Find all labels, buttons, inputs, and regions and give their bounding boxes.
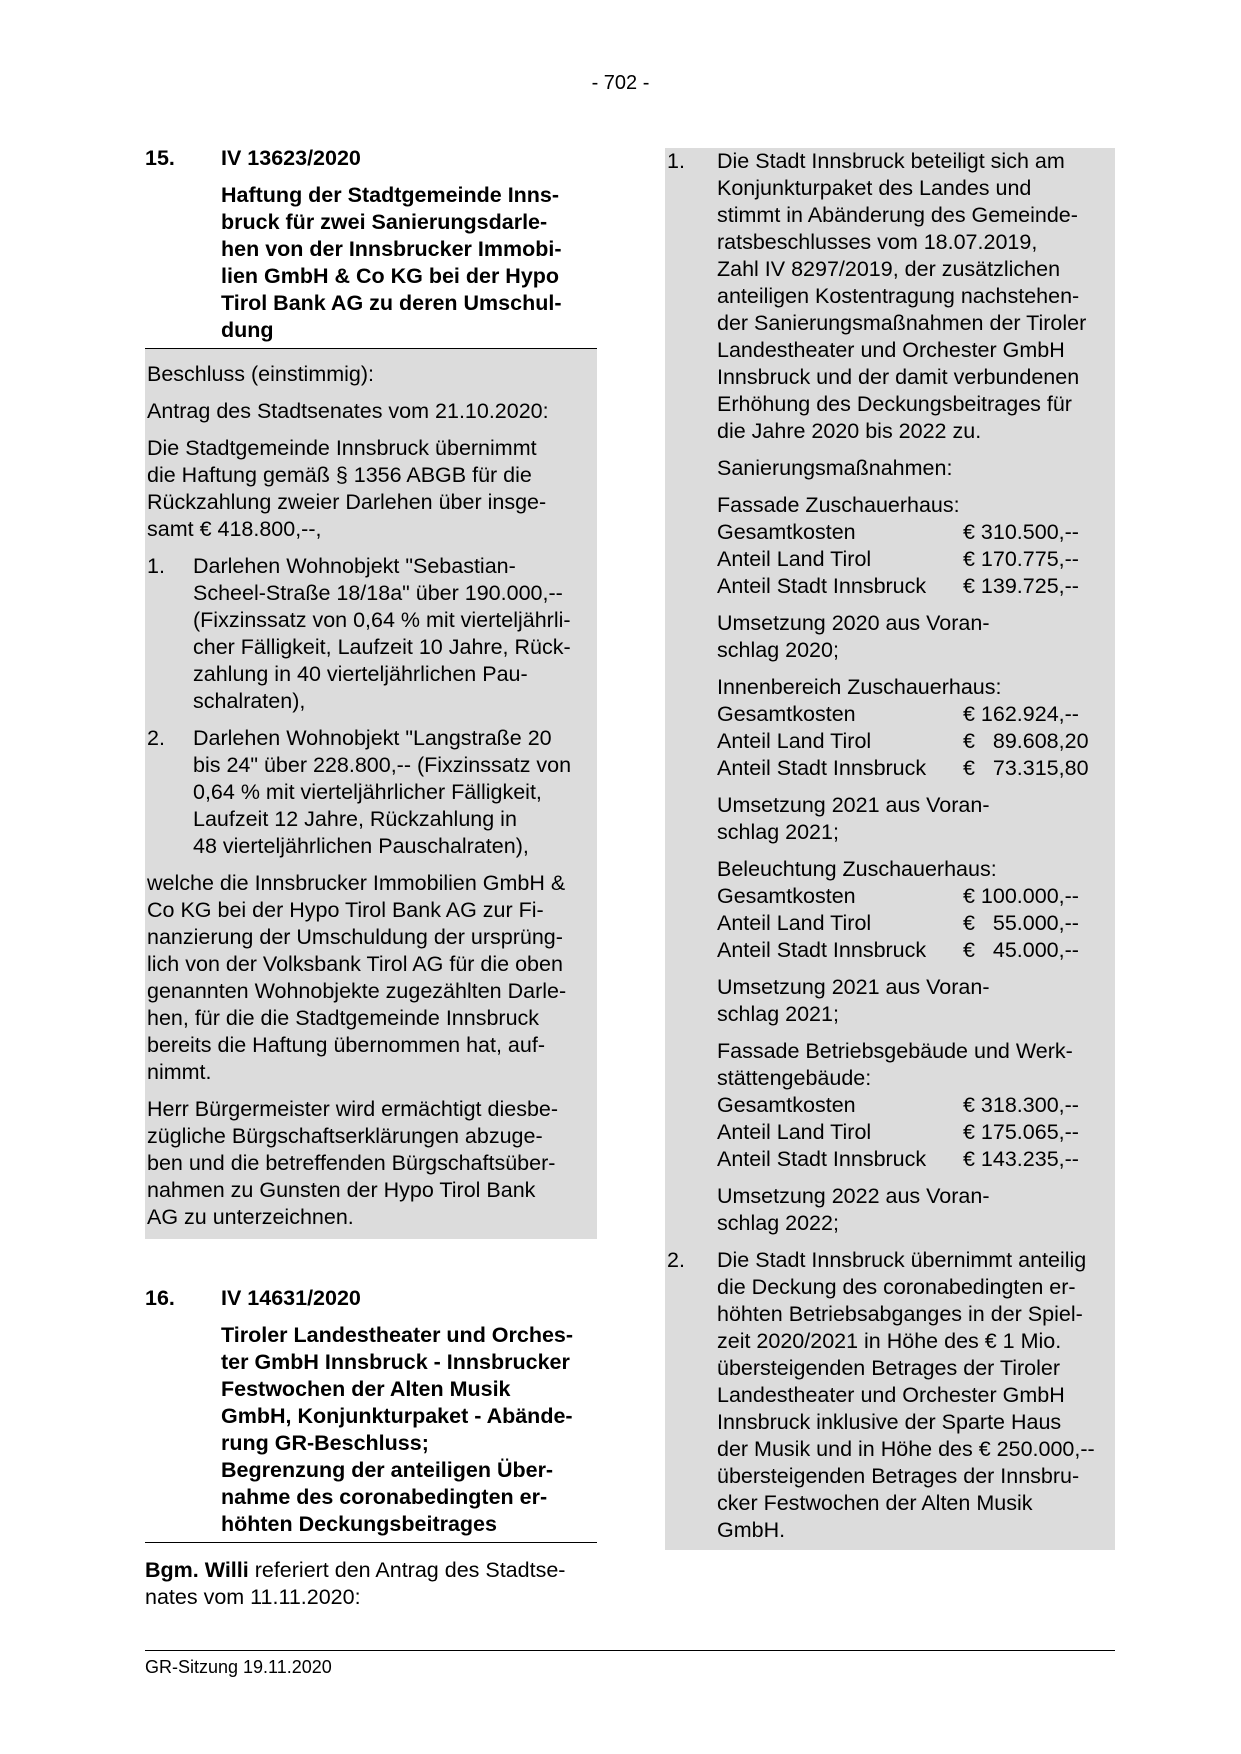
measures-block xyxy=(665,455,1115,1237)
implementation-line: Umsetzung 2022 aus Voran- xyxy=(717,1184,990,1208)
measure-title-line: Beleuchtung Zuschauerhaus: xyxy=(717,857,997,881)
cost-row xyxy=(717,883,1115,910)
implementation-note xyxy=(717,1183,1115,1237)
point-2-line: übersteigenden Betrages der Innsbru- xyxy=(717,1464,1080,1488)
implementation-line: schlag 2021; xyxy=(717,1002,839,1026)
measure-title-line: Fassade Zuschauerhaus: xyxy=(717,493,960,517)
cost-row xyxy=(717,519,1115,546)
intro-line: Rückzahlung zweier Darlehen über insge- xyxy=(147,490,547,514)
item-16-title-line: höhten Deckungsbeitrages xyxy=(221,1512,497,1536)
cost-value: € 139.725,-- xyxy=(963,574,1079,598)
cost-row xyxy=(717,546,1115,573)
point-1-line: der Sanierungsmaßnahmen der Tiroler xyxy=(717,311,1087,335)
item-16-title-line: Tiroler Landestheater und Orches- xyxy=(221,1323,574,1347)
loan-list-item xyxy=(147,553,595,715)
item-15-title xyxy=(145,182,597,349)
cost-row xyxy=(717,728,1115,755)
intro-line: samt € 418.800,--, xyxy=(147,517,322,541)
cost-row xyxy=(717,1146,1115,1173)
point-2-line: die Deckung des coronabedingten er- xyxy=(717,1275,1076,1299)
item-16-header xyxy=(145,1285,597,1312)
point-2 xyxy=(665,1247,1115,1544)
loan-line: bis 24" über 228.800,-- (Fixzinssatz von xyxy=(193,753,572,777)
item-16-title xyxy=(145,1322,597,1543)
point-1-line: Innsbruck und der damit verbundenen xyxy=(717,365,1080,389)
point-2-line: der Musik und in Höhe des € 250.000,-- xyxy=(717,1437,1095,1461)
measure-title-line: stättengebäude: xyxy=(717,1066,872,1090)
measure-group xyxy=(717,674,1115,846)
item-16-title-line: GmbH, Konjunkturpaket - Abände- xyxy=(221,1404,573,1428)
point-2-line: zeit 2020/2021 in Höhe des € 1 Mio. xyxy=(717,1329,1062,1353)
beschluss-label: Beschluss (einstimmig): xyxy=(147,362,374,386)
measure-title-line: Innenbereich Zuschauerhaus: xyxy=(717,675,1002,699)
implementation-line: schlag 2020; xyxy=(717,638,839,662)
point-1-number: 1. xyxy=(667,149,685,173)
loan-line: (Fixzinssatz von 0,64 % mit vierteljährli- xyxy=(193,608,571,632)
cost-row xyxy=(717,910,1115,937)
cost-value: € 318.300,-- xyxy=(963,1093,1079,1117)
item-15-title-line: lien GmbH & Co KG bei der Hypo xyxy=(221,264,560,288)
item-16-title-line: ter GmbH Innsbruck - Innsbrucker xyxy=(221,1350,570,1374)
cost-label: Anteil Stadt Innsbruck xyxy=(717,1147,927,1171)
cost-row xyxy=(717,1092,1115,1119)
item-16-title-line: Festwochen der Alten Musik xyxy=(221,1377,511,1401)
loan-line: Darlehen Wohnobjekt "Langstraße 20 xyxy=(193,726,552,750)
footer-divider xyxy=(145,1650,1115,1651)
item-15-header xyxy=(145,145,597,172)
welche-line: lich von der Volksbank Tirol AG für die oben xyxy=(147,952,563,976)
point-2-line: höhten Betriebsabganges in der Spiel- xyxy=(717,1302,1083,1326)
intro-line: Die Stadtgemeinde Innsbruck übernimmt xyxy=(147,436,537,460)
point-1-line: stimmt in Abänderung des Gemeinde- xyxy=(717,203,1078,227)
authorization-line: ben und die betreffenden Bürgschaftsüber- xyxy=(147,1151,556,1175)
measure-title-line: Fassade Betriebsgebäude und Werk- xyxy=(717,1039,1073,1063)
cost-value: € 55.000,-- xyxy=(963,911,1079,935)
speaker-name: Bgm. Willi xyxy=(145,1558,249,1582)
point-2-line: cker Festwochen der Alten Musik xyxy=(717,1491,1033,1515)
cost-row xyxy=(717,701,1115,728)
loan-line: schalraten), xyxy=(193,689,306,713)
authorization-line: Herr Bürgermeister wird ermächtigt diesbe- xyxy=(147,1097,559,1121)
authorization-line: zügliche Bürgschaftserklärungen abzuge- xyxy=(147,1124,543,1148)
point-2-line: Die Stadt Innsbruck übernimmt anteilig xyxy=(717,1248,1087,1272)
cost-value: € 175.065,-- xyxy=(963,1120,1079,1144)
loan-list-item xyxy=(147,725,595,860)
implementation-line: Umsetzung 2020 aus Voran- xyxy=(717,611,990,635)
point-1-line: Erhöhung des Deckungsbeitrages für xyxy=(717,392,1072,416)
point-1-line: Zahl IV 8297/2019, der zusätzlichen xyxy=(717,257,1061,281)
loan-list-text xyxy=(193,725,595,860)
left-column xyxy=(145,145,597,1611)
item-15-reference: IV 13623/2020 xyxy=(221,146,361,170)
cost-label: Gesamtkosten xyxy=(717,702,856,726)
point-2-line: Innsbruck inklusive der Sparte Haus xyxy=(717,1410,1062,1434)
loan-line: 0,64 % mit vierteljährlicher Fälligkeit, xyxy=(193,780,542,804)
item-16-title-line: Begrenzung der anteiligen Über- xyxy=(221,1458,554,1482)
welche-line: bereits die Haftung übernommen hat, auf- xyxy=(147,1033,545,1057)
loan-list-number: 2. xyxy=(147,726,165,750)
cost-label: Anteil Land Tirol xyxy=(717,911,872,935)
item-15-title-line: Tirol Bank AG zu deren Umschul- xyxy=(221,291,562,315)
loan-list xyxy=(145,551,597,868)
item-16-title-line: nahme des coronabedingten er- xyxy=(221,1485,548,1509)
cost-label: Anteil Land Tirol xyxy=(717,547,872,571)
page-number: - 702 - xyxy=(591,72,650,94)
implementation-note xyxy=(717,610,1115,664)
item-15-title-line: dung xyxy=(221,318,274,342)
cost-label: Anteil Land Tirol xyxy=(717,729,872,753)
loan-line: 48 vierteljährlichen Pauschalraten), xyxy=(193,834,529,858)
item-15-title-line: hen von der Innsbrucker Immobi- xyxy=(221,237,562,261)
speaker-paragraph xyxy=(145,1557,597,1611)
right-column xyxy=(665,148,1115,1550)
cost-value: € 170.775,-- xyxy=(963,547,1079,571)
point-1-line: ratsbeschlusses vom 18.07.2019, xyxy=(717,230,1038,254)
cost-value: € 310.500,-- xyxy=(963,520,1079,544)
authorization-line: AG zu unterzeichnen. xyxy=(147,1205,354,1229)
cost-value: € 162.924,-- xyxy=(963,702,1079,726)
welche-line: nanzierung der Umschuldung der ursprüng- xyxy=(147,925,563,949)
welche-line: genannten Wohnobjekte zugezählten Darle- xyxy=(147,979,567,1003)
cost-value: € 100.000,-- xyxy=(963,884,1079,908)
point-2-line: Landestheater und Orchester GmbH xyxy=(717,1383,1065,1407)
welche-paragraph xyxy=(145,868,597,1094)
point-1-line: Landestheater und Orchester GmbH xyxy=(717,338,1065,362)
mayor-authorization-paragraph xyxy=(145,1094,597,1239)
item-15-title-line: Haftung der Stadtgemeinde Inns- xyxy=(221,183,560,207)
loan-list-number: 1. xyxy=(147,554,165,578)
cost-row xyxy=(717,1119,1115,1146)
item-15-resolution xyxy=(145,349,597,1239)
point-2-line: GmbH. xyxy=(717,1518,786,1542)
loan-line: cher Fälligkeit, Laufzeit 10 Jahre, Rück- xyxy=(193,635,571,659)
welche-line: Co KG bei der Hypo Tirol Bank AG zur Fi- xyxy=(147,898,544,922)
welche-line: nimmt. xyxy=(147,1060,212,1084)
measure-group xyxy=(717,492,1115,664)
cost-value: € 45.000,-- xyxy=(963,938,1079,962)
cost-value: € 143.235,-- xyxy=(963,1147,1079,1171)
cost-label: Gesamtkosten xyxy=(717,1093,856,1117)
measure-group xyxy=(717,856,1115,1028)
point-2-line: übersteigenden Betrages der Tiroler xyxy=(717,1356,1061,1380)
cost-label: Anteil Stadt Innsbruck xyxy=(717,574,927,598)
point-1-line: anteiligen Kostentragung nachstehen- xyxy=(717,284,1080,308)
cost-value: € 73.315,80 xyxy=(963,756,1089,780)
speaker-text-1: referiert den Antrag des Stadtse- xyxy=(248,1558,566,1582)
cost-label: Gesamtkosten xyxy=(717,884,856,908)
antrag-label: Antrag des Stadtsenates vom 21.10.2020: xyxy=(147,399,549,423)
speaker-text-2: nates vom 11.11.2020: xyxy=(145,1585,361,1609)
authorization-line: nahmen zu Gunsten der Hypo Tirol Bank xyxy=(147,1178,536,1202)
point-1-line: Die Stadt Innsbruck beteiligt sich am xyxy=(717,149,1065,173)
footer-session: GR-Sitzung 19.11.2020 xyxy=(145,1657,332,1677)
welche-line: welche die Innsbrucker Immobilien GmbH & xyxy=(147,871,566,895)
loan-list-text xyxy=(193,553,595,715)
measures-label: Sanierungsmaßnahmen: xyxy=(717,456,953,480)
item-15-number: 15. xyxy=(145,146,175,170)
loan-line: Scheel-Straße 18/18a" über 190.000,-- xyxy=(193,581,563,605)
implementation-note xyxy=(717,974,1115,1028)
point-2-number: 2. xyxy=(667,1248,685,1272)
item-15-title-line: bruck für zwei Sanierungsdarle- xyxy=(221,210,548,234)
cost-row xyxy=(717,937,1115,964)
cost-value: € 89.608,20 xyxy=(963,729,1089,753)
point-1-text xyxy=(717,148,1115,445)
cost-row xyxy=(717,573,1115,600)
implementation-note xyxy=(717,792,1115,846)
item-16-number: 16. xyxy=(145,1286,175,1310)
measure-group xyxy=(717,1038,1115,1237)
item-16-reference: IV 14631/2020 xyxy=(221,1286,361,1310)
implementation-line: schlag 2021; xyxy=(717,820,839,844)
implementation-line: Umsetzung 2021 aus Voran- xyxy=(717,793,990,817)
point-1-line: Konjunkturpaket des Landes und xyxy=(717,176,1032,200)
loan-line: zahlung in 40 vierteljährlichen Pau- xyxy=(193,662,528,686)
cost-row xyxy=(717,755,1115,782)
cost-label: Anteil Stadt Innsbruck xyxy=(717,938,927,962)
point-1 xyxy=(665,148,1115,445)
cost-label: Anteil Land Tirol xyxy=(717,1120,872,1144)
cost-label: Gesamtkosten xyxy=(717,520,856,544)
point-2-text xyxy=(717,1247,1115,1544)
intro-paragraph xyxy=(145,433,597,551)
item-16-title-line: rung GR-Beschluss; xyxy=(221,1431,429,1455)
loan-line: Darlehen Wohnobjekt "Sebastian- xyxy=(193,554,516,578)
implementation-line: schlag 2022; xyxy=(717,1211,839,1235)
point-1-line: die Jahre 2020 bis 2022 zu. xyxy=(717,419,982,443)
intro-line: die Haftung gemäß § 1356 ABGB für die xyxy=(147,463,532,487)
cost-label: Anteil Stadt Innsbruck xyxy=(717,756,927,780)
welche-line: hen, für die die Stadtgemeinde Innsbruck xyxy=(147,1006,540,1030)
implementation-line: Umsetzung 2021 aus Voran- xyxy=(717,975,990,999)
loan-line: Laufzeit 12 Jahre, Rückzahlung in xyxy=(193,807,517,831)
